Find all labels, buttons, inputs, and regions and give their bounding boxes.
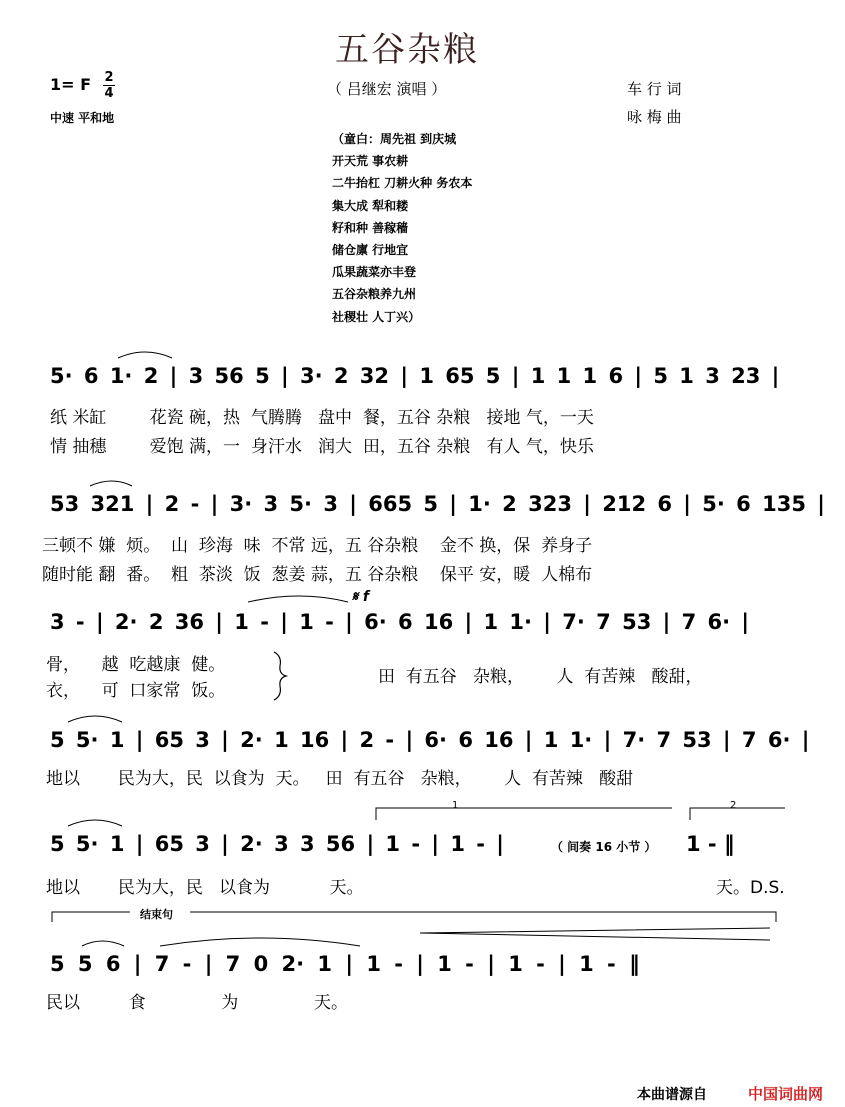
tempo-marking: 中速 平和地 (50, 111, 115, 125)
key-signature: 1= F (50, 75, 92, 94)
footer-source-label: 本曲谱源自 (637, 1087, 707, 1103)
ending-section-label: 结束句 (140, 908, 173, 921)
narration-line: 五谷杂粮养九州 (332, 287, 417, 302)
narration-line: 二牛抬杠 刀耕火种 务农本 (332, 176, 473, 191)
lyric-row-2-verse-1: 三顿不 嫌 烦。 山 珍海 味 不常 远，五 谷杂粮 金不 换，保 养身子 (42, 536, 593, 556)
lyric-row-5: 地以 民为大，民 以食为 天。 (46, 878, 364, 898)
lyric-row-3-refrain: 田 有五谷 杂粮， 人 有苦辣 酸甜， (378, 667, 703, 687)
narration-line: 瓜果蔬菜亦丰登 (332, 265, 417, 280)
narration-line: 储仓廪 行地宜 (332, 243, 409, 258)
lyric-row-1-verse-2: 情 抽穗 爱饱 满，一 身汗水 润大 田，五谷 杂粮 有人 气，快乐 (50, 437, 594, 457)
notation-row-5-ending: 1 - ‖ (686, 832, 735, 856)
lyric-row-6: 民以 食 为 天。 (46, 993, 348, 1013)
notation-row-6: 5 5 6 | 7 - | 7 0 2· 1 | 1 - | 1 - | 1 - | 1 - ‖ (50, 952, 640, 976)
lyric-row-1-verse-1: 纸 米缸 花瓷 碗，热 气腾腾 盘中 餐，五谷 杂粮 接地 气，一天 (50, 408, 594, 428)
narration-line: 社稷壮 人丁兴） (332, 309, 421, 324)
notation-row-5: 5 5· 1 | 65 3 | 2· 3 3 56 | 1 - | 1 - | (50, 832, 504, 856)
notation-row-2: 53 321 | 2 - | 3· 3 5· 3 | 665 5 | 1· 2 323 | 212 6 | 5· 6 135 | (50, 492, 825, 516)
narration-line: 集大成 犁和耧 (332, 198, 409, 213)
song-title: 五谷杂粮 (335, 30, 479, 70)
lyric-row-3-verse-2: 衣， 可 口家常 饭。 (46, 681, 226, 701)
composer-credit: 咏 梅 曲 (627, 108, 682, 126)
notation-row-3: 3 - | 2· 2 36 | 1 - | 1 - | 6· 6 16 | 1 1· | 7· 7 53 | 7 6· | (50, 610, 750, 634)
footer-site-link[interactable]: 中国词曲网 (748, 1085, 824, 1103)
interlude-note: （ 间奏 16 小节 ） (551, 840, 657, 854)
lyric-row-4: 地以 民为大，民 以食为 天。 田 有五谷 杂粮， 人 有苦辣 酸甜 (46, 769, 634, 789)
volta-1-label: 1 (452, 800, 459, 811)
volta-2-label: 2 (730, 800, 737, 811)
notation-row-4: 5 5· 1 | 65 3 | 2· 1 16 | 2 - | 6· 6 16 | 1 1· | 7· 7 53 | 7 6· | (50, 728, 810, 752)
notation-row-1: 5· 6 1· 2 | 3 56 5 | 3· 2 32 | 1 65 5 | 1 1 1 6 | 5 1 3 23 | (50, 364, 780, 388)
lyric-row-2-verse-2: 随时能 翻 番。 粗 茶淡 饭 葱姜 蒜，五 谷杂粮 保平 安，暖 人棉布 (42, 565, 593, 585)
lyric-row-5-ending: 天。D.S. (716, 878, 785, 898)
singer-credit: （ 吕继宏 演唱 ） (327, 80, 447, 98)
time-signature: 2 4 (104, 70, 114, 101)
narration-line: 籽和种 善稼穑 (332, 220, 409, 235)
narration-line: 开天荒 事农耕 (332, 154, 409, 169)
lyricist-credit: 车 行 词 (627, 80, 682, 98)
lyric-row-3-verse-1: 骨， 越 吃越康 健。 (46, 655, 226, 675)
narration-line: （童白：周先祖 到庆城 (332, 132, 457, 146)
segno-forte-mark: 𝄋 f (352, 589, 369, 605)
